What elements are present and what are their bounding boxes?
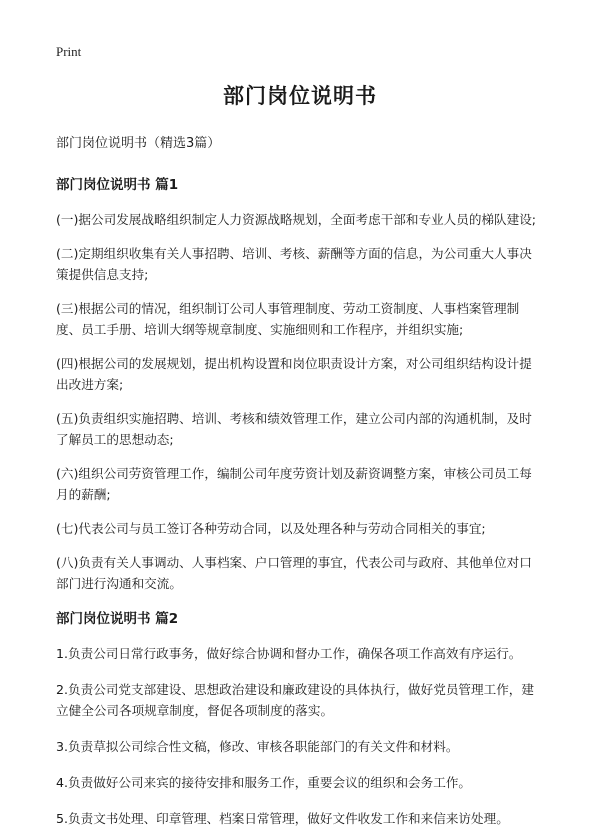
document-title: 部门岗位说明书 [223, 84, 377, 108]
paragraph: 2.负责公司党支部建设、思想政治建设和廉政建设的具体执行，做好党员管理工作，建立健全公司各项规章制度，督促各项制度的落实。 [56, 682, 534, 718]
paragraph: (二)定期组织收集有关人事招聘、培训、考核、薪酬等方面的信息，为公司重大人事决策提供信息支持; [56, 246, 532, 282]
paragraph: (六)组织公司劳资管理工作，编制公司年度劳资计划及薪资调整方案，审核公司员工每月的薪酬; [56, 466, 532, 502]
print-label[interactable]: Print [56, 44, 82, 59]
paragraph: (一)据公司发展战略组织制定人力资源战略规划，全面考虑干部和专业人员的梯队建设; [56, 212, 537, 227]
paragraph: 5.负责文书处理、印章管理、档案日常管理，做好文件收发工作和来信来访处理。 [56, 811, 509, 826]
section-heading: 部门岗位说明书 篇2 [56, 611, 179, 627]
paragraph: (三)根据公司的情况，组织制订公司人事管理制度、劳动工资制度、人事档案管理制度、员工手册、培训大纲等规章制度、实施细则和工作程序，并组织实施; [56, 301, 520, 337]
paragraph: 4.负责做好公司来宾的接待安排和服务工作，重要会议的组织和会务工作。 [56, 775, 472, 790]
document-subtitle: 部门岗位说明书（精选3篇） [56, 136, 221, 151]
section-1 [56, 173, 544, 594]
paragraph: (七)代表公司与员工签订各种劳动合同，以及处理各种与劳动合同相关的事宜; [56, 521, 486, 536]
paragraph: (五)负责组织实施招聘、培训、考核和绩效管理工作，建立公司内部的沟通机制，及时了解员工的思想动态; [56, 411, 532, 447]
paragraph: 3.负责草拟公司综合性文稿，修改、审核各职能部门的有关文件和材料。 [56, 739, 459, 754]
section-2 [56, 607, 544, 829]
paragraph: 1.负责公司日常行政事务，做好综合协调和督办工作，确保各项工作高效有序运行。 [56, 646, 522, 661]
paragraph: (八)负责有关人事调动、人事档案、户口管理的事宜，代表公司与政府、其他单位对口部门进行沟通和交流。 [56, 555, 532, 591]
paragraph: (四)根据公司的发展规划，提出机构设置和岗位职责设计方案，对公司组织结构设计提出改进方案; [56, 356, 532, 392]
section-heading: 部门岗位说明书 篇1 [56, 177, 179, 193]
